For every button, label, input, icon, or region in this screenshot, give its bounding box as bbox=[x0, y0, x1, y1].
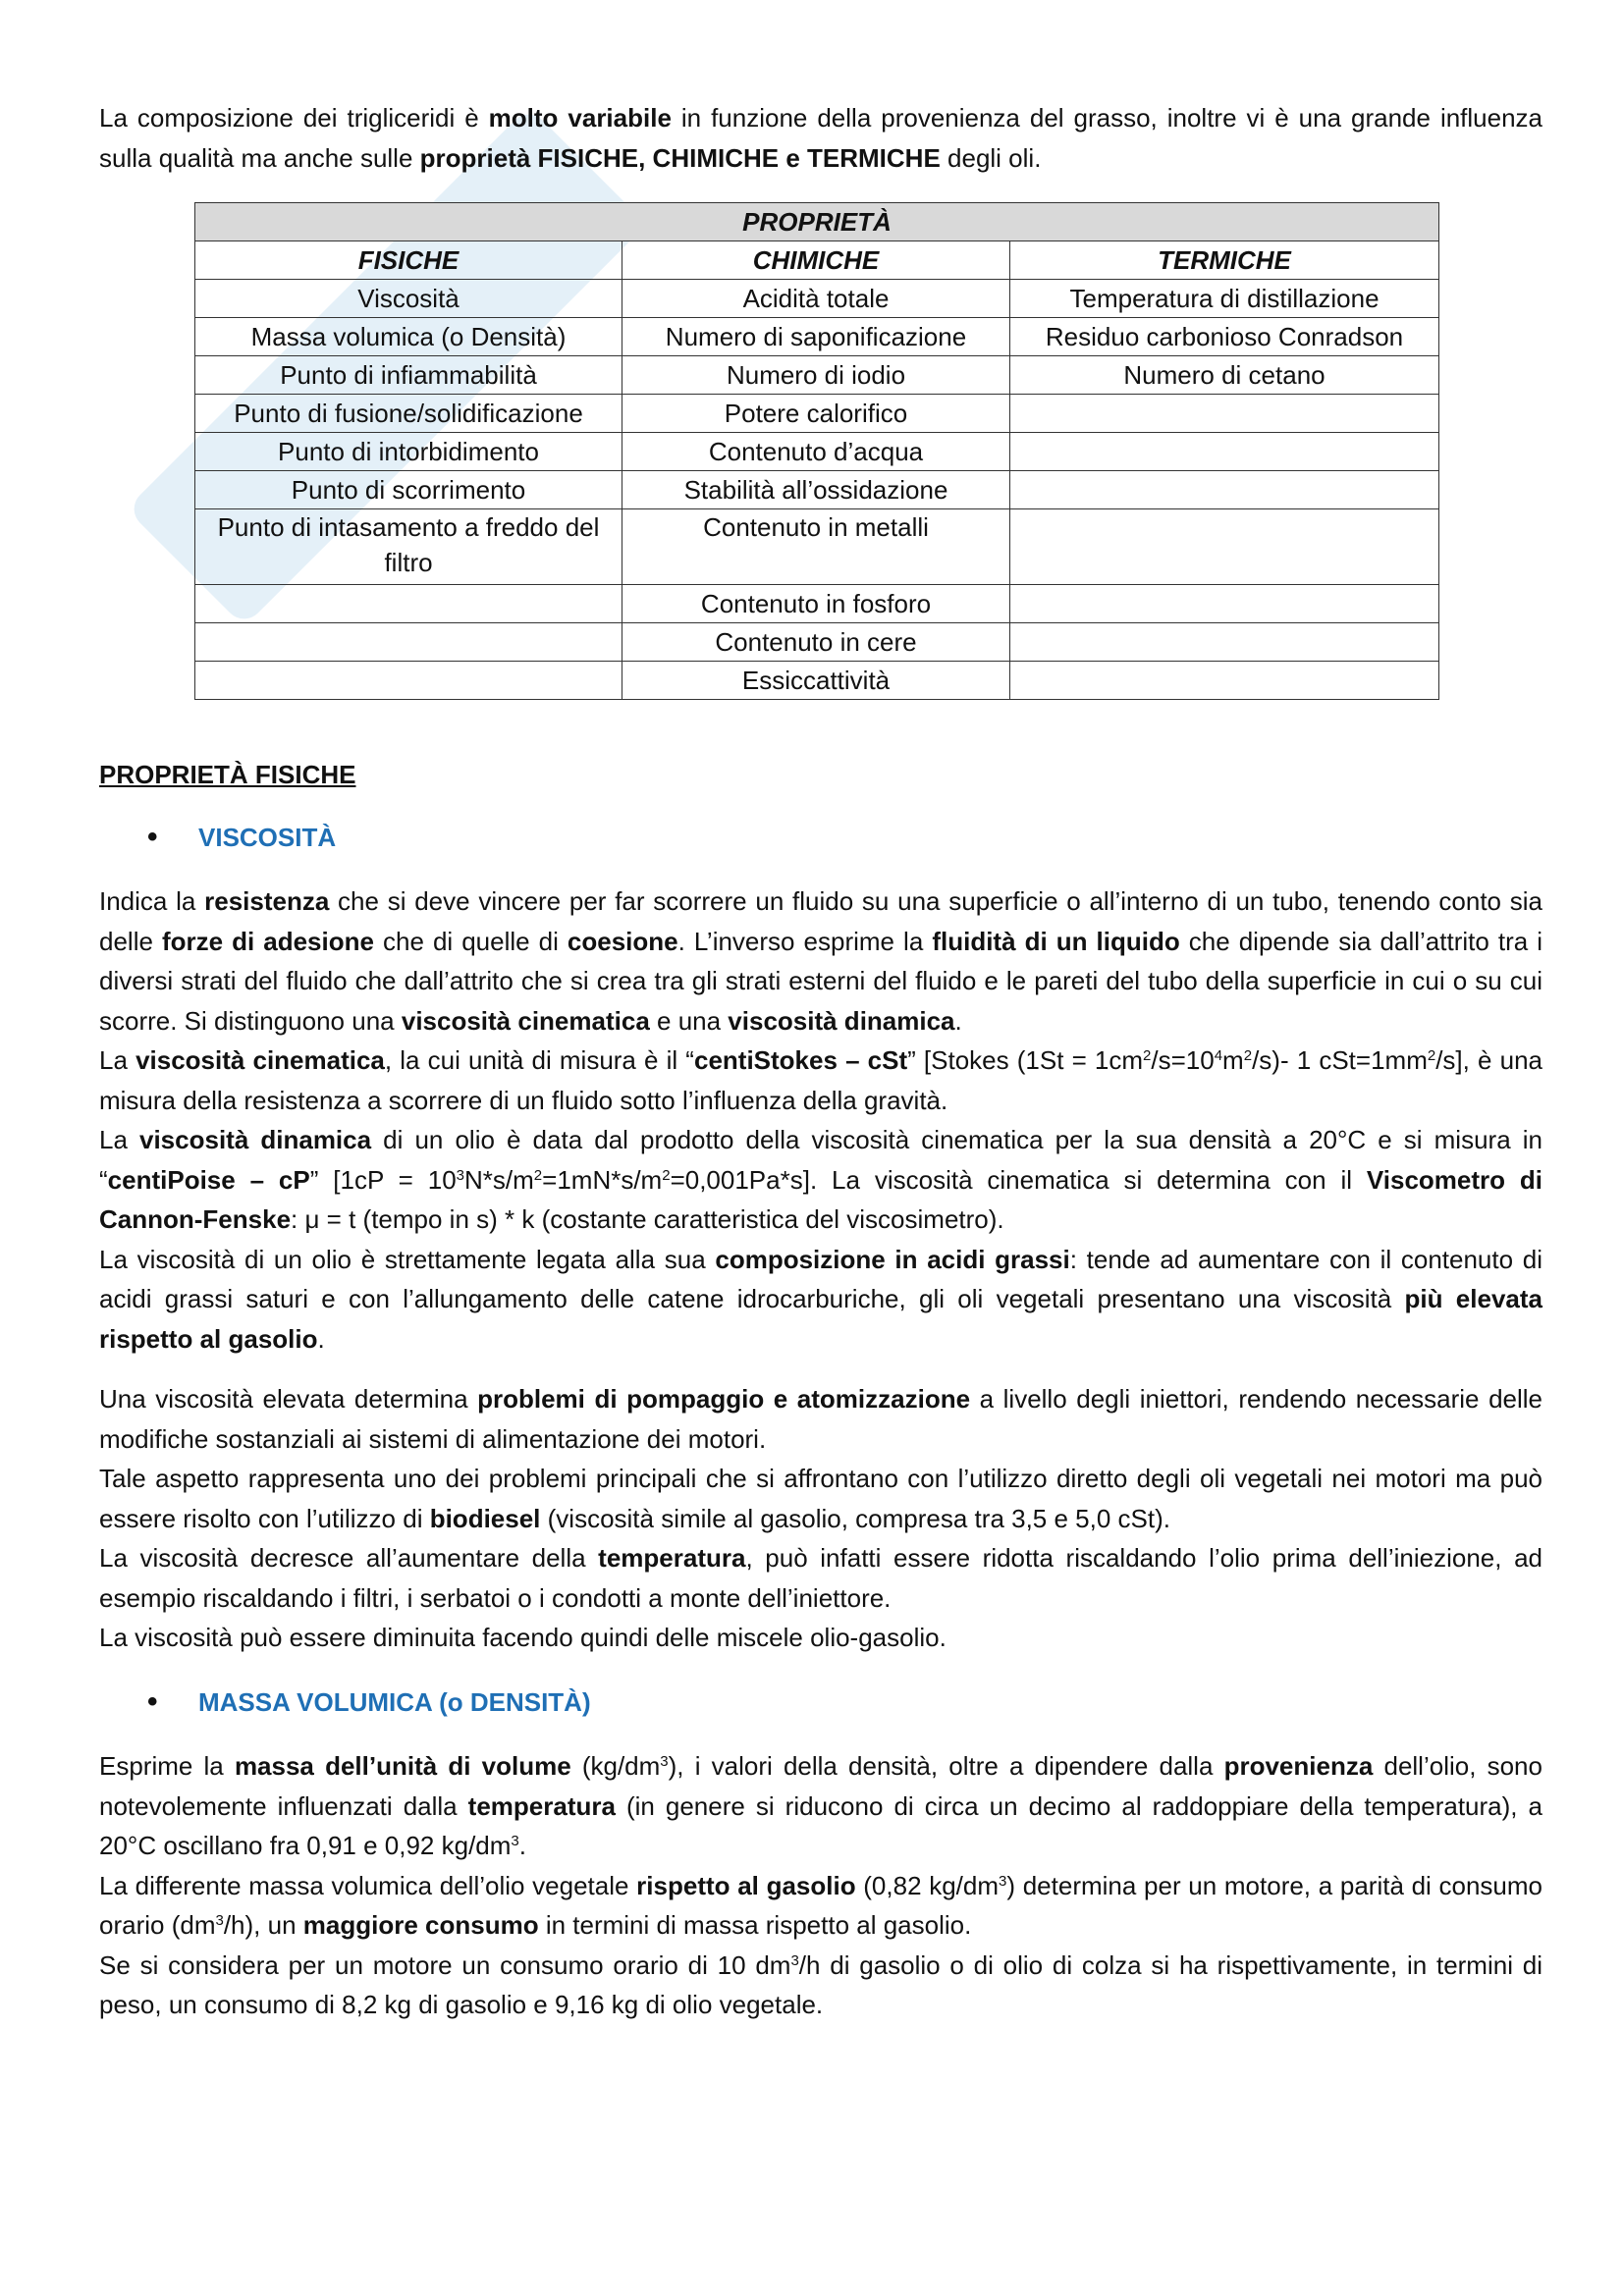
table-cell bbox=[1010, 585, 1439, 623]
table-cell bbox=[1010, 509, 1439, 585]
visc-paragraph-3: La viscosità dinamica di un olio è data dal prodotto della viscosità cinematica per la sua densità a 20°C e si misura in “centiPoise – cP” $[1cP = 10^3N*s/m^2=1mN*s/m^2=0,001Pa*s]$. La viscosità cinematica si determina con il Viscometro di Cannon-Fenske: μ = t (tempo in s) * k (costante caratteristica del viscosimetro). bbox=[99, 1125, 1542, 1234]
table-row bbox=[195, 509, 1439, 585]
properties-table bbox=[194, 202, 1439, 700]
table-cell: Punto di scorrimento bbox=[195, 471, 622, 509]
visc-paragraph-6: Tale aspetto rappresenta uno dei problemi principali che si affrontano con l’utilizzo diretto degli oli vegetali nei motori ma può essere risolto con l’utilizzo di biodiesel (viscosità simile al gasolio, compresa tra 3,5 e 5,0 cSt). bbox=[99, 1464, 1542, 1533]
table-cell: Punto di infiammabilità bbox=[195, 356, 622, 395]
table-cell: Contenuto in cere bbox=[622, 623, 1010, 662]
table-cell: Viscosità bbox=[195, 280, 622, 318]
massa-paragraph-3: Se si considera per un motore un consumo orario di 10 $dm^3/h$ di gasolio o di olio di colza si ha rispettivamente, in termini di peso, un consumo di 8,2 kg di gasolio e 9,16 kg di olio vegetale. bbox=[99, 1949, 1542, 2019]
visc-paragraph-8: La viscosità può essere diminuita facendo quindi delle miscele olio-gasolio. bbox=[99, 1623, 947, 1652]
table-row bbox=[195, 471, 1439, 509]
bullet-massa-volumica: • MASSA VOLUMICA (o DENSITÀ) bbox=[147, 1685, 591, 1718]
table-cell: Contenuto d’acqua bbox=[622, 433, 1010, 471]
table-cell bbox=[195, 585, 622, 623]
table-cell: Massa volumica (o Densità) bbox=[195, 318, 622, 356]
section-title: PROPRIETÀ FISICHE bbox=[99, 760, 356, 789]
bullet-viscosita: • VISCOSITÀ bbox=[147, 821, 337, 853]
table-cell: Potere calorifico bbox=[622, 395, 1010, 433]
visc-paragraph-1: Indica la resistenza che si deve vincere per far scorrere un fluido su una superficie o all’interno di un tubo, tenendo conto sia delle forze di adesione che di quelle di coesione. L’inverso esprime la fluidità di un liquido che dipende sia dall’attrito tra i diversi strati del fluido che dall’attrito che si crea tra gli strati esterni del fluido e le pareti del tubo della superficie in cui o su cui scorre. Si distinguono una viscosità cinematica e una viscosità dinamica. bbox=[99, 886, 1542, 1036]
visc-paragraph-7: La viscosità decresce all’aumentare della temperatura, può infatti essere ridotta riscaldando l’olio prima dell’iniezione, ad esempio riscaldando i filtri, i serbatoi o i condotti a monte dell’iniettore. bbox=[99, 1543, 1542, 1613]
table-cell: Residuo carbonioso Conradson bbox=[1010, 318, 1439, 356]
table-row bbox=[195, 662, 1439, 700]
table-cell: Numero di cetano bbox=[1010, 356, 1439, 395]
table-row bbox=[195, 395, 1439, 433]
table-cell: Contenuto in fosforo bbox=[622, 585, 1010, 623]
table-cell: Essiccattività bbox=[622, 662, 1010, 700]
massa-paragraph-2: La differente massa volumica dell’olio vegetale rispetto al gasolio (0,82 $kg/dm^3$) determina per un motore, a parità di consumo orario $(dm^3/h)$, un maggiore consumo in termini di massa rispetto al gasolio. bbox=[99, 1870, 1543, 1940]
table-cell: Punto di intorbidimento bbox=[195, 433, 622, 471]
table-row bbox=[195, 433, 1439, 471]
table-row bbox=[195, 318, 1439, 356]
visc-paragraph-4: La viscosità di un olio è strettamente legata alla sua composizione in acidi grassi: tende ad aumentare con il contenuto di acidi grassi saturi e con l’allungamento delle catene idrocarburiche, gli oli vegetali presentano una viscosità più elevata rispetto al gasolio. bbox=[99, 1244, 1543, 1354]
visc-paragraph-2: La viscosità cinematica, la cui unità di misura è il “centiStokes – cSt” [Stokes $(1St = 1cm^2/s=10^4m^2/s)-$ 1 $cSt=1mm^2/s$], è una misura della resistenza a scorrere di un fluido sotto l’influenza della gravità. bbox=[99, 1045, 1542, 1115]
table-cell: Punto di fusione/solidificazione bbox=[195, 395, 622, 433]
table-row bbox=[195, 623, 1439, 662]
table-cell bbox=[1010, 623, 1439, 662]
bullet-dot-icon: • bbox=[147, 1685, 158, 1718]
table-row bbox=[195, 280, 1439, 318]
table-cell bbox=[195, 623, 622, 662]
table-row bbox=[195, 356, 1439, 395]
table-cell: Contenuto in metalli bbox=[622, 509, 1010, 585]
table-cell: Temperatura di distillazione bbox=[1010, 280, 1439, 318]
table-cell bbox=[1010, 662, 1439, 700]
table-cell: Numero di saponificazione bbox=[622, 318, 1010, 356]
massa-text bbox=[99, 1746, 1542, 2025]
table-cell bbox=[195, 662, 622, 700]
table-cell: Acidità totale bbox=[622, 280, 1010, 318]
table-cell bbox=[1010, 433, 1439, 471]
table-cell: Stabilità all’ossidazione bbox=[622, 471, 1010, 509]
table-cell bbox=[1010, 395, 1439, 433]
intro-paragraph: La composizione dei trigliceridi è molto variabile in funzione della provenienza del grasso, inoltre vi è una grande influenza sulla qualità ma anche sulle proprietà FISICHE, CHIMICHE e TERMICHE degli oli. bbox=[99, 103, 1543, 173]
header-termiche: TERMICHE bbox=[1010, 241, 1439, 280]
header-chimiche: CHIMICHE bbox=[622, 241, 1010, 280]
bullet-dot-icon: • bbox=[147, 821, 158, 853]
massa-paragraph-1: Esprime la massa dell’unità di volume $(kg/dm^3)$, i valori della densità, oltre a dipendere dalla provenienza dell’olio, sono notevolemente influenzati dalla temperatura (in genere si riducono di circa un decimo al raddoppiare della temperatura), a 20°C oscillano fra 0,91 e 0,92 $kg/dm^3$. bbox=[99, 1751, 1542, 1860]
table-title-row bbox=[195, 203, 1439, 241]
table-header-row bbox=[195, 241, 1439, 280]
table-cell: Punto di intasamento a freddo del filtro bbox=[195, 509, 622, 585]
viscosita-text bbox=[99, 881, 1542, 1658]
table-cell bbox=[1010, 471, 1439, 509]
table-row bbox=[195, 585, 1439, 623]
table-title: PROPRIETÀ bbox=[195, 203, 1439, 241]
header-fisiche: FISICHE bbox=[195, 241, 622, 280]
table-cell: Numero di iodio bbox=[622, 356, 1010, 395]
visc-paragraph-5: Una viscosità elevata determina problemi di pompaggio e atomizzazione a livello degli iniettori, rendendo necessarie delle modifiche sostanziali ai sistemi di alimentazione dei motori. bbox=[99, 1384, 1542, 1454]
